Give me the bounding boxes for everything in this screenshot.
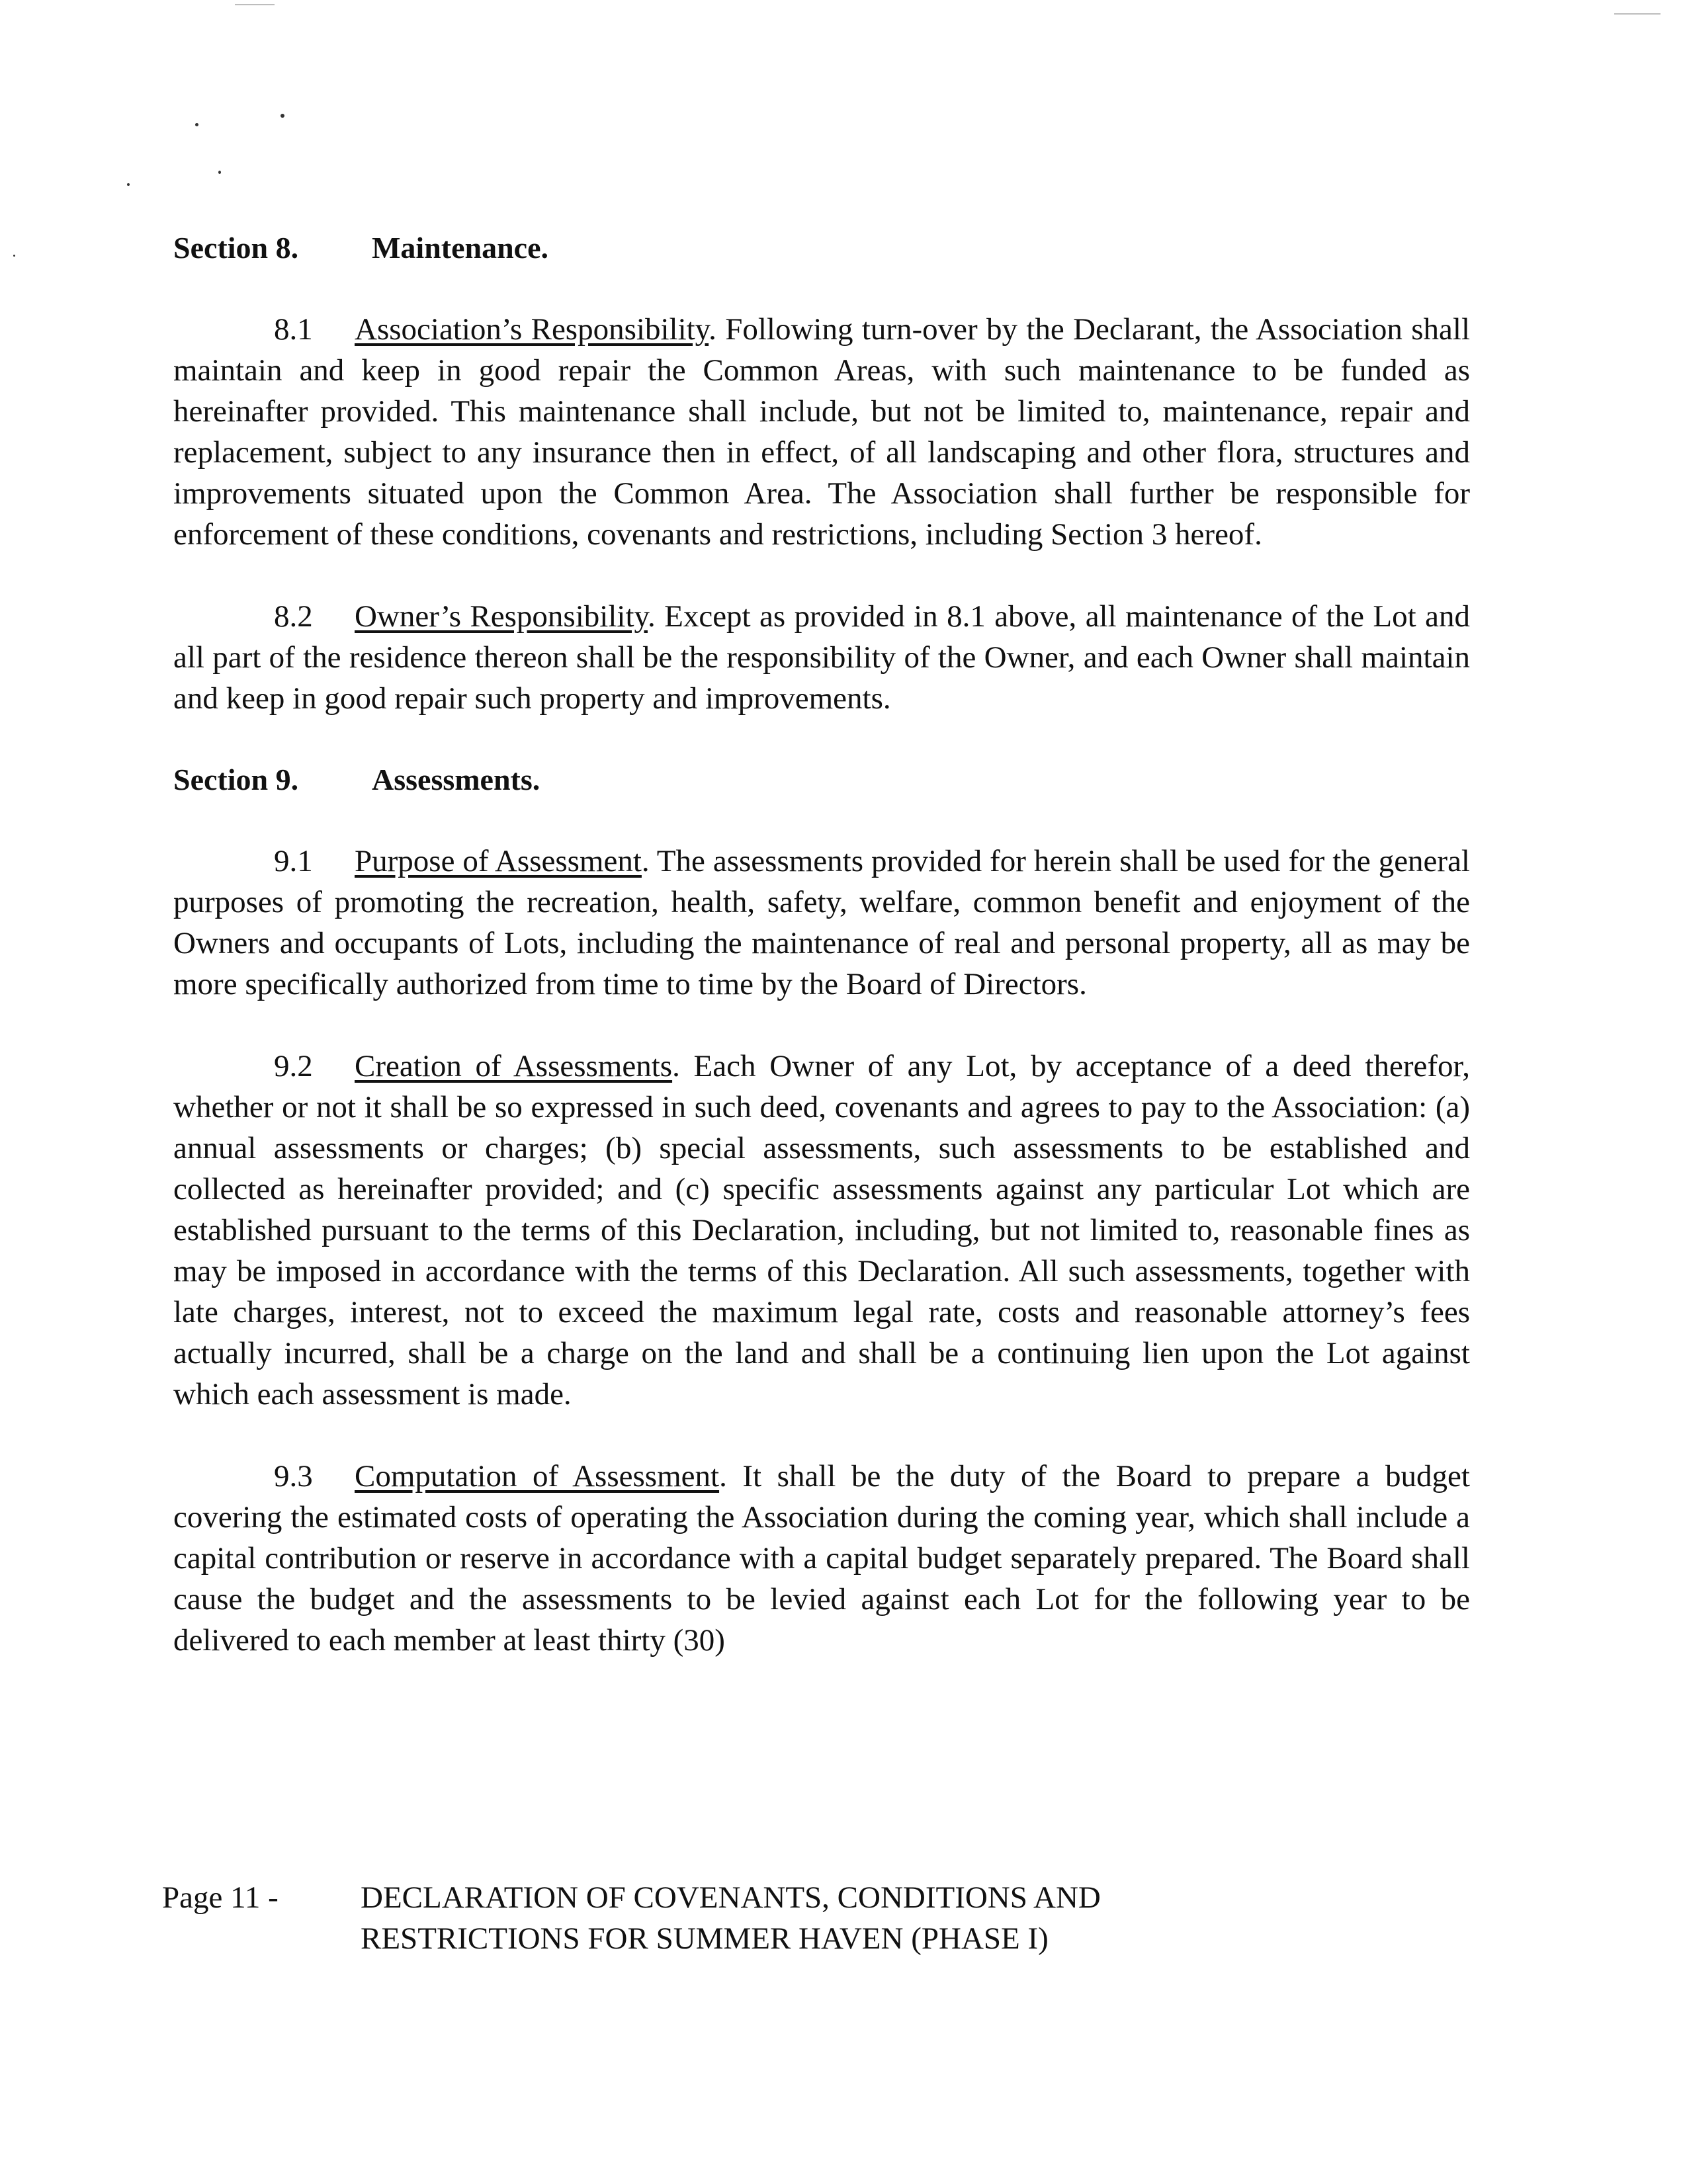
- paragraph: [173, 841, 1470, 1005]
- section-number: Section 9.: [173, 763, 299, 796]
- scan-speck: [280, 114, 284, 118]
- paragraph-title: Computation of Assessment: [355, 1459, 720, 1493]
- section-heading: [173, 760, 1470, 800]
- scan-speck: [218, 171, 221, 174]
- scan-speck: [13, 255, 15, 257]
- paragraph-title: Purpose of Assessment: [355, 844, 642, 878]
- scan-speck: [195, 123, 198, 126]
- footer-title-line: RESTRICTIONS FOR SUMMER HAVEN (PHASE I): [361, 1921, 1049, 1956]
- section-number: Section 8.: [173, 231, 299, 265]
- section-heading: [173, 228, 1470, 268]
- paragraph: [173, 1046, 1470, 1415]
- page-number: Page 11 -: [162, 1880, 279, 1915]
- paragraph-title: Owner’s Responsibility: [355, 599, 648, 634]
- paragraph-number: 8.2: [274, 599, 313, 634]
- scan-artifact: [235, 4, 275, 5]
- paragraph-text: . It shall be the duty of the Board to prepare a budget covering the estimated costs of operating the Association during the coming year, which shall include a capital contribution or reserve in accordance with a capital budget separately prepared. The Board shall cause the budget and the assessments to be levied against each Lot for the following year to be delivered to each member at least thirty (30): [173, 1459, 1470, 1658]
- paragraph: [173, 596, 1470, 719]
- paragraph-text: . Each Owner of any Lot, by acceptance of a deed therefor, whether or not it shall be so expressed in such deed, covenants and agrees to pay to the Association: (a) annual assessments or charges; (b) special assessments, such assessments to be established and collected as hereinafter provided; and (c) specific assessments against any particular Lot which are established pursuant to the terms of this Declaration, including, but not limited to, reasonable fines as may be imposed in accordance with the terms of this Declaration. All such assessments, together with late charges, interest, not to exceed the maximum legal rate, costs and reasonable attorney’s fees actually incurred, shall be a charge on the land and shall be a continuing lien upon the Lot against which each assessment is made.: [173, 1049, 1470, 1411]
- paragraph-title: Association’s Responsibility: [355, 312, 709, 347]
- section-title: Assessments.: [372, 763, 540, 796]
- paragraph: [173, 1456, 1470, 1661]
- paragraph-number: 9.1: [274, 844, 313, 878]
- paragraph: [173, 309, 1470, 555]
- paragraph-text: . The assessments provided for herein shall be used for the general purposes of promoting the recreation, health, safety, welfare, common benefit and enjoyment of the Owners and occupants of Lots, including the maintenance of real and personal property, all as may be more specifically authorized from time to time by the Board of Directors.: [173, 844, 1470, 1001]
- section-title: Maintenance.: [372, 231, 549, 265]
- paragraph-title: Creation of Assessments: [355, 1049, 673, 1083]
- paragraph-text: . Following turn-over by the Declarant, the Association shall maintain and keep in good repair the Common Areas, with such maintenance to be funded as hereinafter provided. This maintenance shall include, but not be limited to, maintenance, repair and replacement, subject to any insurance then in effect, of all landscaping and other flora, structures and improvements situated upon the Common Area. The Association shall further be responsible for enforcement of these conditions, covenants and restrictions, including Section 3 hereof.: [173, 312, 1471, 552]
- paragraph-text: . Except as provided in 8.1 above, all maintenance of the Lot and all part of the residence thereon shall be the responsibility of the Owner, and each Owner shall maintain and keep in good repair such property and improvements.: [173, 599, 1470, 716]
- scan-speck: [127, 183, 130, 186]
- paragraph-number: 9.3: [274, 1459, 313, 1493]
- page-footer: [162, 1877, 1101, 1959]
- paragraph-number: 8.1: [274, 312, 313, 347]
- document-body: [173, 228, 1470, 1702]
- footer-title-line: DECLARATION OF COVENANTS, CONDITIONS AND: [361, 1880, 1101, 1915]
- paragraph-number: 9.2: [274, 1049, 313, 1083]
- scan-artifact: [1614, 13, 1661, 15]
- footer-title: [361, 1877, 1101, 1959]
